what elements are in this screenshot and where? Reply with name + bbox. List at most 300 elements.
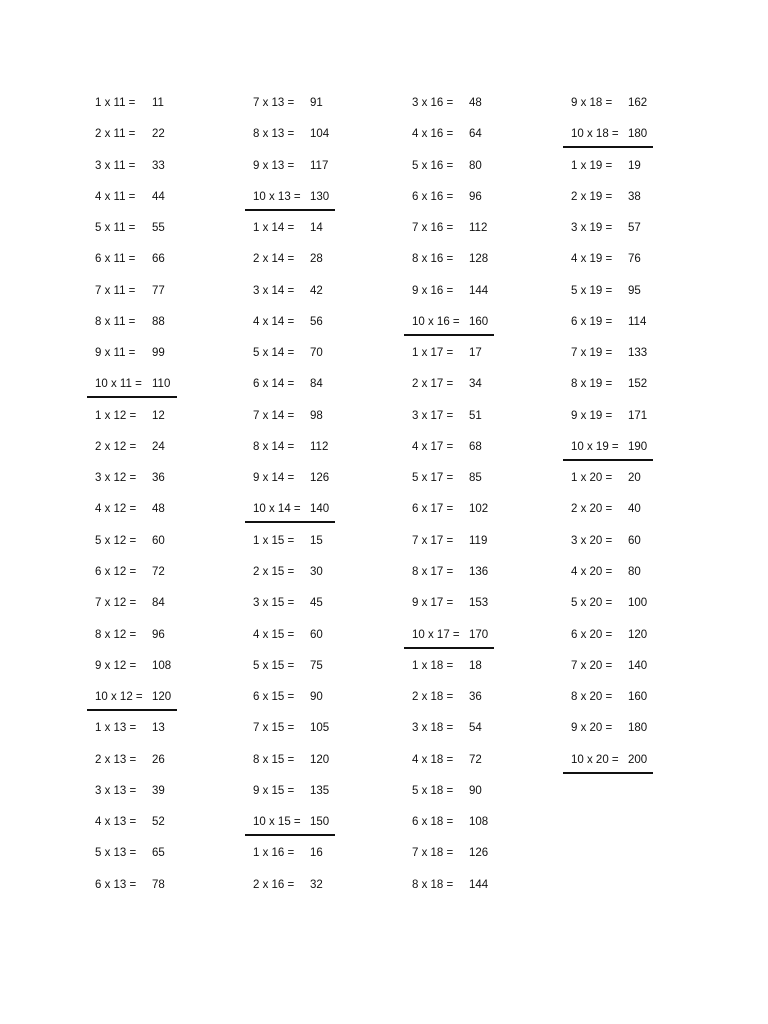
equation-row (245, 158, 395, 189)
result-value: 17 (469, 347, 482, 360)
result-value: 57 (628, 222, 641, 235)
equation-row (563, 533, 713, 564)
equation-text: 2 x 18 = (412, 691, 454, 704)
equation-text: 4 x 17 = (412, 440, 454, 453)
result-value: 120 (310, 753, 330, 766)
equation-text: 5 x 11 = (95, 222, 136, 235)
equation-row-underlined (404, 627, 554, 658)
equation-row (563, 720, 713, 751)
equation-text: 6 x 15 = (253, 691, 295, 704)
result-value: 84 (310, 378, 323, 391)
equation-text: 9 x 12 = (95, 659, 137, 672)
equation-text: 5 x 13 = (95, 847, 137, 860)
equation-row (87, 501, 237, 532)
equation-row (563, 251, 713, 282)
equation-text: 7 x 11 = (95, 284, 136, 297)
equation-text: 7 x 18 = (412, 847, 454, 860)
equation-row (87, 877, 237, 908)
result-value: 19 (628, 159, 641, 172)
result-value: 120 (152, 691, 172, 704)
equation-row (245, 783, 395, 814)
equation-text: 6 x 19 = (571, 315, 613, 328)
result-value: 110 (152, 378, 171, 391)
equation-row (245, 564, 395, 595)
result-value: 180 (628, 128, 648, 141)
equation-text: 4 x 20 = (571, 565, 613, 578)
equation-row (404, 845, 554, 876)
equation-text: 1 x 12 = (95, 409, 137, 422)
equation-text: 10 x 14 = (253, 503, 301, 516)
result-value: 153 (469, 597, 489, 610)
equation-text: 5 x 20 = (571, 597, 613, 610)
equation-text: 1 x 14 = (253, 222, 295, 235)
equation-row (87, 345, 237, 376)
result-value: 119 (469, 534, 488, 547)
equation-text: 1 x 19 = (571, 159, 613, 172)
result-value: 48 (469, 97, 482, 109)
equation-row (563, 95, 713, 126)
result-value: 13 (152, 722, 165, 735)
equation-row (87, 470, 237, 501)
equation-text: 5 x 14 = (253, 347, 295, 360)
equation-row (404, 439, 554, 470)
equation-row (87, 564, 237, 595)
equation-row (404, 283, 554, 314)
equation-row (563, 408, 713, 439)
result-value: 140 (628, 659, 648, 672)
equation-row (87, 595, 237, 626)
result-value: 140 (310, 503, 330, 516)
equation-text: 8 x 12 = (95, 628, 137, 641)
equation-row (404, 814, 554, 845)
equation-row (404, 783, 554, 814)
result-value: 144 (469, 878, 489, 891)
equation-text: 1 x 18 = (412, 659, 454, 672)
equation-text: 9 x 20 = (571, 722, 613, 735)
equation-text: 10 x 13 = (253, 190, 301, 203)
equation-text: 3 x 13 = (95, 784, 137, 797)
equation-row (87, 158, 237, 189)
result-value: 42 (310, 284, 323, 297)
equation-text: 8 x 18 = (412, 878, 454, 891)
table-column (245, 95, 395, 908)
equation-row (404, 752, 554, 783)
result-value: 90 (469, 784, 482, 797)
equation-row (245, 345, 395, 376)
equation-text: 10 x 12 = (95, 691, 143, 704)
equation-row (563, 689, 713, 720)
equation-text: 5 x 16 = (412, 159, 454, 172)
result-value: 136 (469, 565, 489, 578)
equation-row (245, 408, 395, 439)
equation-text: 9 x 13 = (253, 159, 295, 172)
result-value: 160 (469, 315, 489, 328)
equation-text: 2 x 16 = (253, 878, 295, 891)
equation-row (404, 533, 554, 564)
result-value: 44 (152, 190, 165, 203)
equation-row (563, 564, 713, 595)
equation-row (87, 408, 237, 439)
equation-row-underlined (563, 126, 713, 157)
equation-text: 1 x 11 = (95, 97, 136, 109)
equation-row (87, 439, 237, 470)
result-value: 20 (628, 472, 641, 485)
result-value: 108 (469, 816, 489, 829)
equation-row (245, 752, 395, 783)
equation-text: 3 x 12 = (95, 472, 137, 485)
equation-row (404, 345, 554, 376)
result-value: 80 (469, 159, 482, 172)
equation-row (563, 158, 713, 189)
result-value: 60 (310, 628, 323, 641)
equation-text: 6 x 13 = (95, 878, 137, 891)
equation-row (563, 627, 713, 658)
equation-text: 4 x 19 = (571, 253, 613, 266)
result-value: 108 (152, 659, 172, 672)
result-value: 65 (152, 847, 165, 860)
equation-row (87, 627, 237, 658)
equation-row (404, 595, 554, 626)
result-value: 64 (469, 128, 482, 141)
equation-text: 3 x 11 = (95, 159, 136, 172)
equation-text: 7 x 19 = (571, 347, 613, 360)
result-value: 39 (152, 784, 165, 797)
result-value: 78 (152, 878, 165, 891)
equation-row (87, 126, 237, 157)
result-value: 80 (628, 565, 641, 578)
equation-row (245, 845, 395, 876)
result-value: 52 (152, 816, 165, 829)
result-value: 32 (310, 878, 323, 891)
result-value: 112 (469, 222, 488, 235)
equation-row (87, 720, 237, 751)
equation-text: 4 x 14 = (253, 315, 295, 328)
equation-row (404, 470, 554, 501)
equation-row (245, 877, 395, 908)
equation-row (87, 814, 237, 845)
equation-row (87, 95, 237, 126)
equation-row (404, 251, 554, 282)
equation-text: 3 x 15 = (253, 597, 295, 610)
equation-text: 9 x 11 = (95, 347, 136, 360)
equation-text: 9 x 18 = (571, 97, 613, 109)
equation-row-underlined (245, 189, 395, 220)
equation-text: 4 x 15 = (253, 628, 295, 641)
equation-row (404, 564, 554, 595)
equation-row-underlined (404, 314, 554, 345)
equation-text: 2 x 17 = (412, 378, 454, 391)
equation-row (563, 470, 713, 501)
result-value: 170 (469, 628, 489, 641)
table-column (563, 95, 713, 783)
equation-row (245, 689, 395, 720)
result-value: 45 (310, 597, 323, 610)
result-value: 28 (310, 253, 323, 266)
equation-row (563, 345, 713, 376)
equation-text: 7 x 20 = (571, 659, 613, 672)
equation-row (404, 95, 554, 126)
result-value: 72 (469, 753, 482, 766)
result-value: 135 (310, 784, 330, 797)
equation-row (404, 376, 554, 407)
equation-text: 2 x 14 = (253, 253, 295, 266)
equation-row (404, 158, 554, 189)
equation-row (245, 595, 395, 626)
result-value: 96 (152, 628, 165, 641)
equation-text: 3 x 17 = (412, 409, 454, 422)
equation-text: 5 x 12 = (95, 534, 137, 547)
equation-row (404, 408, 554, 439)
result-value: 190 (628, 440, 648, 453)
equation-text: 2 x 11 = (95, 128, 136, 141)
equation-text: 2 x 15 = (253, 565, 295, 578)
equation-row (87, 658, 237, 689)
equation-text: 7 x 14 = (253, 409, 295, 422)
equation-row (87, 752, 237, 783)
result-value: 114 (628, 315, 647, 328)
result-value: 75 (310, 659, 323, 672)
equation-text: 6 x 17 = (412, 503, 454, 516)
equation-text: 1 x 20 = (571, 472, 613, 485)
equation-text: 7 x 13 = (253, 97, 295, 109)
equation-row (563, 314, 713, 345)
result-value: 130 (310, 190, 330, 203)
result-value: 38 (628, 190, 641, 203)
result-value: 96 (469, 190, 482, 203)
equation-text: 6 x 12 = (95, 565, 137, 578)
result-value: 14 (310, 222, 323, 235)
equation-row (404, 501, 554, 532)
equation-text: 10 x 16 = (412, 315, 460, 328)
result-value: 102 (469, 503, 489, 516)
equation-text: 4 x 16 = (412, 128, 454, 141)
equation-row (404, 689, 554, 720)
equation-row (87, 220, 237, 251)
equation-text: 6 x 16 = (412, 190, 454, 203)
result-value: 36 (152, 472, 165, 485)
result-value: 54 (469, 722, 482, 735)
equation-text: 6 x 20 = (571, 628, 613, 641)
equation-text: 3 x 14 = (253, 284, 295, 297)
result-value: 12 (152, 409, 165, 422)
equation-row (245, 283, 395, 314)
equation-row (87, 783, 237, 814)
equation-row (563, 189, 713, 220)
equation-row (87, 845, 237, 876)
result-value: 60 (628, 534, 641, 547)
result-value: 100 (628, 597, 648, 610)
equation-text: 9 x 14 = (253, 472, 295, 485)
result-value: 34 (469, 378, 482, 391)
equation-row (563, 658, 713, 689)
equation-text: 9 x 16 = (412, 284, 454, 297)
equation-text: 7 x 16 = (412, 222, 454, 235)
result-value: 95 (628, 284, 641, 297)
equation-text: 7 x 12 = (95, 597, 137, 610)
equation-row (245, 376, 395, 407)
result-value: 33 (152, 159, 165, 172)
result-value: 30 (310, 565, 323, 578)
result-value: 160 (628, 691, 648, 704)
equation-row-underlined (87, 376, 237, 407)
result-value: 99 (152, 347, 165, 360)
equation-row (245, 126, 395, 157)
equation-row (87, 251, 237, 282)
equation-text: 8 x 20 = (571, 691, 613, 704)
equation-row-underlined (87, 689, 237, 720)
result-value: 51 (469, 409, 482, 422)
equation-text: 10 x 17 = (412, 628, 460, 641)
equation-text: 8 x 15 = (253, 753, 295, 766)
equation-text: 10 x 11 = (95, 378, 142, 391)
equation-text: 2 x 20 = (571, 503, 613, 516)
result-value: 133 (628, 347, 648, 360)
equation-text: 2 x 13 = (95, 753, 137, 766)
equation-text: 4 x 13 = (95, 816, 137, 829)
result-value: 77 (152, 284, 165, 297)
result-value: 104 (310, 128, 330, 141)
equation-text: 10 x 19 = (571, 440, 619, 453)
equation-row (245, 533, 395, 564)
result-value: 117 (310, 159, 329, 172)
result-value: 98 (310, 409, 323, 422)
equation-text: 1 x 17 = (412, 347, 454, 360)
result-value: 152 (628, 378, 648, 391)
equation-text: 4 x 11 = (95, 190, 136, 203)
result-value: 40 (628, 503, 641, 516)
result-value: 88 (152, 315, 165, 328)
result-value: 36 (469, 691, 482, 704)
result-value: 16 (310, 847, 323, 860)
equation-text: 10 x 20 = (571, 753, 619, 766)
equation-row (404, 126, 554, 157)
equation-text: 8 x 16 = (412, 253, 454, 266)
equation-row-underlined (245, 814, 395, 845)
table-column (404, 95, 554, 908)
result-value: 22 (152, 128, 165, 141)
equation-row (563, 220, 713, 251)
equation-text: 4 x 12 = (95, 503, 137, 516)
result-value: 70 (310, 347, 323, 360)
result-value: 200 (628, 753, 648, 766)
equation-text: 9 x 15 = (253, 784, 295, 797)
equation-text: 3 x 20 = (571, 534, 613, 547)
equation-row (563, 283, 713, 314)
equation-row (245, 439, 395, 470)
equation-text: 5 x 17 = (412, 472, 454, 485)
equation-row (245, 95, 395, 126)
equation-text: 6 x 14 = (253, 378, 295, 391)
result-value: 24 (152, 440, 165, 453)
equation-row (404, 877, 554, 908)
equation-row (87, 283, 237, 314)
equation-text: 8 x 11 = (95, 315, 136, 328)
equation-text: 8 x 17 = (412, 565, 454, 578)
equation-text: 8 x 13 = (253, 128, 295, 141)
equation-row (87, 533, 237, 564)
equation-row (87, 189, 237, 220)
equation-row (245, 220, 395, 251)
result-value: 150 (310, 816, 330, 829)
equation-text: 1 x 15 = (253, 534, 295, 547)
equation-text: 2 x 12 = (95, 440, 137, 453)
result-value: 18 (469, 659, 482, 672)
result-value: 26 (152, 753, 165, 766)
equation-row (404, 720, 554, 751)
result-value: 120 (628, 628, 648, 641)
equation-row (404, 189, 554, 220)
result-value: 11 (152, 97, 164, 109)
equation-text: 3 x 16 = (412, 97, 454, 109)
equation-text: 10 x 15 = (253, 816, 301, 829)
result-value: 126 (310, 472, 330, 485)
result-value: 56 (310, 315, 323, 328)
result-value: 68 (469, 440, 482, 453)
result-value: 55 (152, 222, 165, 235)
equation-row-underlined (563, 439, 713, 470)
equation-row (404, 658, 554, 689)
equation-text: 5 x 18 = (412, 784, 454, 797)
equation-text: 6 x 11 = (95, 253, 136, 266)
table-column (87, 95, 237, 908)
equation-text: 5 x 19 = (571, 284, 613, 297)
equation-text: 8 x 19 = (571, 378, 613, 391)
equation-row (87, 314, 237, 345)
equation-text: 9 x 17 = (412, 597, 454, 610)
result-value: 180 (628, 722, 648, 735)
equation-row (245, 720, 395, 751)
equation-row (563, 501, 713, 532)
result-value: 112 (310, 440, 329, 453)
result-value: 162 (628, 97, 648, 109)
equation-text: 4 x 18 = (412, 753, 454, 766)
equation-text: 10 x 18 = (571, 128, 619, 141)
equation-text: 5 x 15 = (253, 659, 295, 672)
equation-text: 2 x 19 = (571, 190, 613, 203)
result-value: 144 (469, 284, 489, 297)
result-value: 84 (152, 597, 165, 610)
equation-text: 1 x 16 = (253, 847, 295, 860)
equation-text: 9 x 19 = (571, 409, 613, 422)
equation-row (563, 376, 713, 407)
equation-text: 7 x 17 = (412, 534, 454, 547)
result-value: 171 (628, 409, 648, 422)
result-value: 72 (152, 565, 165, 578)
result-value: 90 (310, 691, 323, 704)
equation-text: 1 x 13 = (95, 722, 137, 735)
equation-text: 3 x 19 = (571, 222, 613, 235)
result-value: 76 (628, 253, 641, 266)
result-value: 128 (469, 253, 489, 266)
equation-text: 8 x 14 = (253, 440, 295, 453)
result-value: 66 (152, 253, 165, 266)
equation-text: 3 x 18 = (412, 722, 454, 735)
result-value: 105 (310, 722, 330, 735)
result-value: 15 (310, 534, 323, 547)
equation-row (245, 470, 395, 501)
equation-row (245, 251, 395, 282)
equation-row (404, 220, 554, 251)
equation-row (245, 314, 395, 345)
equation-text: 6 x 18 = (412, 816, 454, 829)
equation-row (563, 595, 713, 626)
result-value: 91 (310, 97, 323, 109)
equation-row-underlined (563, 752, 713, 783)
result-value: 126 (469, 847, 489, 860)
equation-row-underlined (245, 501, 395, 532)
equation-row (245, 658, 395, 689)
result-value: 48 (152, 503, 165, 516)
